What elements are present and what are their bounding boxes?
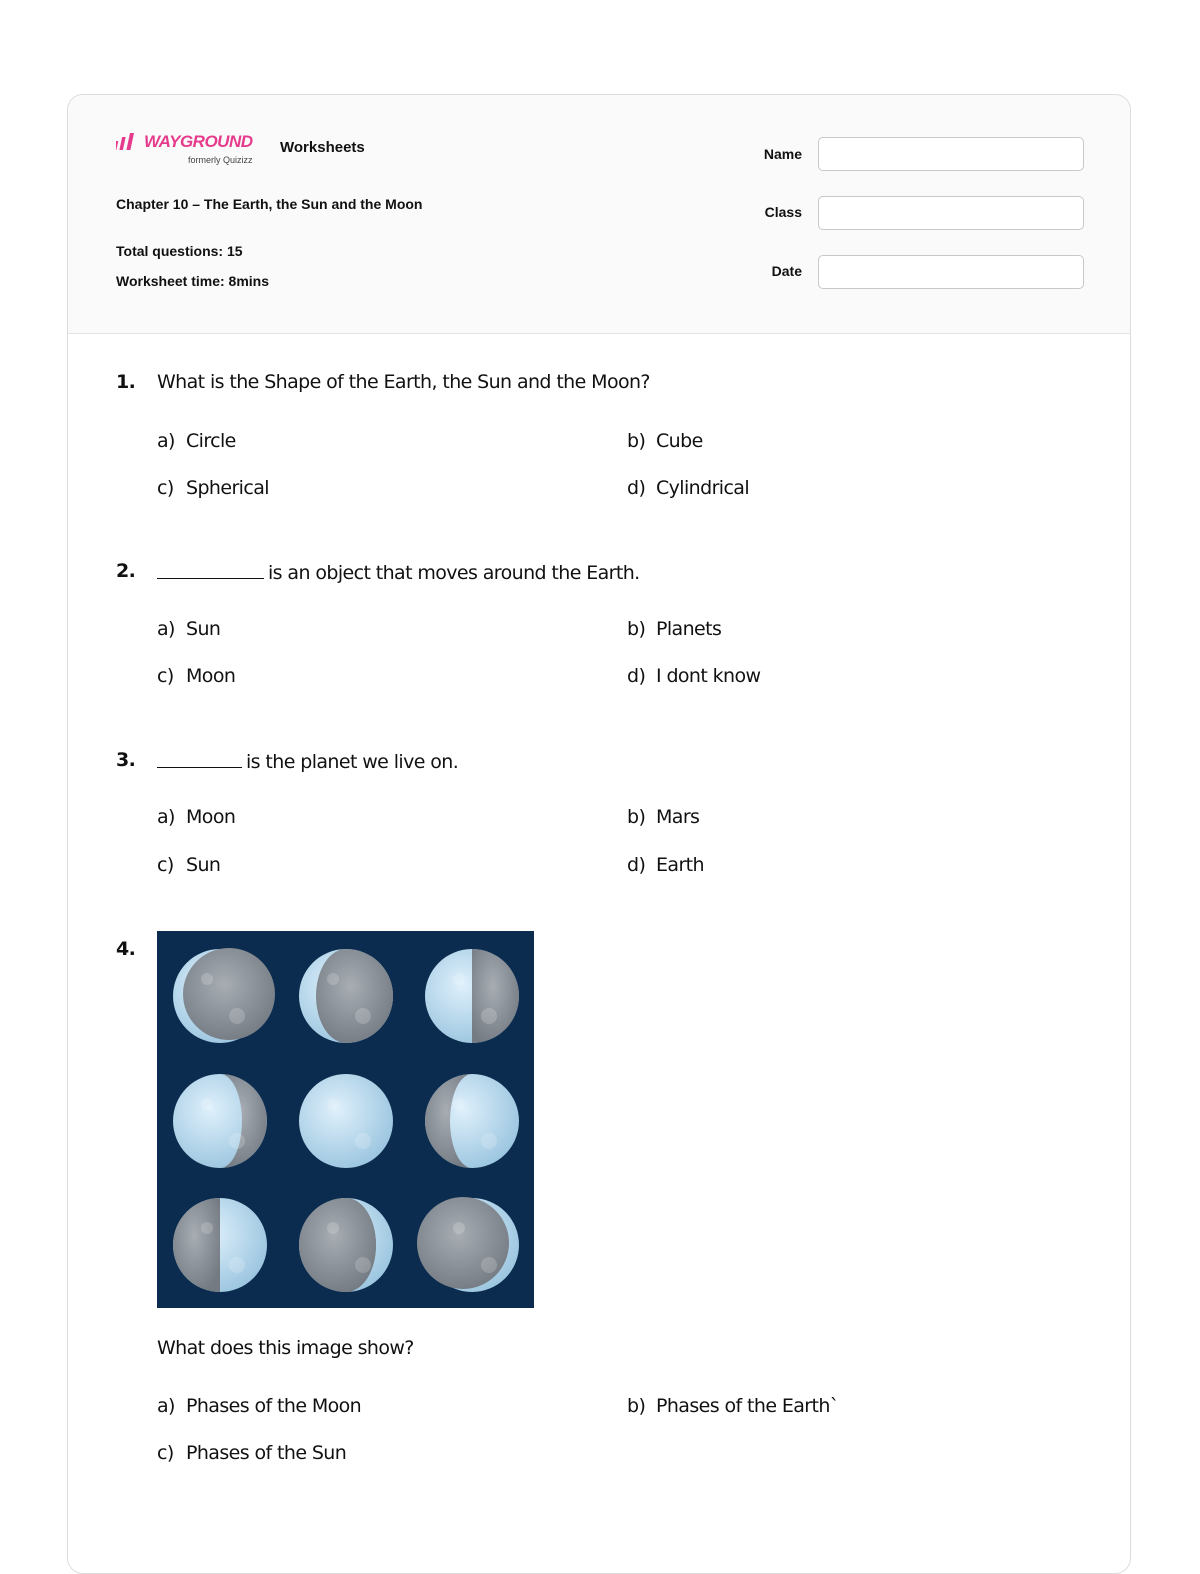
option-c[interactable] xyxy=(157,477,269,499)
option-text: Circle xyxy=(186,430,236,452)
option-a[interactable] xyxy=(157,1395,361,1417)
option-text: Mars xyxy=(656,806,700,828)
moon-phase-2 xyxy=(299,949,393,1043)
name-field[interactable] xyxy=(818,137,1084,171)
moon-phases-image xyxy=(157,931,534,1308)
class-field[interactable] xyxy=(818,196,1084,230)
option-text: Moon xyxy=(186,806,236,828)
option-a[interactable] xyxy=(157,618,220,640)
option-label: a) xyxy=(157,618,175,640)
moon-phase-3 xyxy=(425,949,519,1043)
option-text: Spherical xyxy=(186,477,269,499)
date-label: Date xyxy=(771,263,802,279)
moon-phase-7 xyxy=(173,1198,267,1292)
option-label: b) xyxy=(627,430,646,452)
option-a[interactable] xyxy=(157,430,236,452)
option-label: c) xyxy=(157,665,174,687)
option-label: c) xyxy=(157,477,174,499)
option-text: Earth xyxy=(656,854,704,876)
option-c[interactable] xyxy=(157,665,235,687)
chapter-title: Chapter 10 – The Earth, the Sun and the Moon xyxy=(116,196,423,212)
question-text: is an object that moves around the Earth. xyxy=(268,562,640,584)
option-c[interactable] xyxy=(157,854,220,876)
class-label: Class xyxy=(764,204,802,220)
answer-blank xyxy=(157,560,264,579)
option-label: c) xyxy=(157,854,174,876)
option-text: Sun xyxy=(186,854,221,876)
option-label: a) xyxy=(157,430,175,452)
option-c[interactable] xyxy=(157,1442,346,1464)
brand-mark-icon xyxy=(116,133,142,151)
question-number: 1. xyxy=(116,371,136,393)
option-text: Cube xyxy=(656,430,703,452)
option-label: d) xyxy=(627,477,646,499)
name-label: Name xyxy=(763,146,802,162)
worksheet-time: Worksheet time: 8mins xyxy=(116,273,270,289)
brand-subtitle: formerly Quizizz xyxy=(188,155,253,165)
option-text: Phases of the Earth` xyxy=(656,1395,839,1417)
total-questions: Total questions: 15 xyxy=(116,243,243,259)
product-name: Worksheets xyxy=(280,139,365,156)
option-text: Sun xyxy=(186,618,221,640)
option-text: Cylindrical xyxy=(656,477,750,499)
question-text: is the planet we live on. xyxy=(246,751,459,773)
question-text: What does this image show? xyxy=(157,1337,414,1359)
date-field[interactable] xyxy=(818,255,1084,289)
question-text: What is the Shape of the Earth, the Sun and the Moon? xyxy=(157,371,650,393)
moon-phase-5 xyxy=(299,1074,393,1168)
worksheet-header xyxy=(68,95,1130,334)
option-a[interactable] xyxy=(157,806,235,828)
option-label: a) xyxy=(157,806,175,828)
brand-name: WAYGROUND xyxy=(144,132,253,151)
option-b[interactable] xyxy=(627,618,721,640)
moon-phase-4 xyxy=(173,1074,267,1168)
option-label: d) xyxy=(627,854,646,876)
option-d[interactable] xyxy=(627,477,749,499)
option-text: Planets xyxy=(656,618,722,640)
option-b[interactable] xyxy=(627,1395,839,1417)
answer-blank xyxy=(157,749,242,768)
moon-phase-8 xyxy=(299,1198,393,1292)
option-label: d) xyxy=(627,665,646,687)
option-text: Phases of the Sun xyxy=(186,1442,347,1464)
option-b[interactable] xyxy=(627,806,699,828)
option-label: c) xyxy=(157,1442,174,1464)
moon-phase-6 xyxy=(425,1074,519,1168)
option-text: Moon xyxy=(186,665,236,687)
brand-logo xyxy=(116,133,276,173)
option-text: Phases of the Moon xyxy=(186,1395,362,1417)
option-b[interactable] xyxy=(627,430,703,452)
question-number: 3. xyxy=(116,749,136,771)
option-label: a) xyxy=(157,1395,175,1417)
question-number: 4. xyxy=(116,938,136,960)
option-label: b) xyxy=(627,618,646,640)
option-label: b) xyxy=(627,1395,646,1417)
option-label: b) xyxy=(627,806,646,828)
option-d[interactable] xyxy=(627,665,760,687)
option-text: I dont know xyxy=(656,665,761,687)
worksheet-page xyxy=(67,94,1131,1574)
question-number: 2. xyxy=(116,560,136,582)
option-d[interactable] xyxy=(627,854,704,876)
